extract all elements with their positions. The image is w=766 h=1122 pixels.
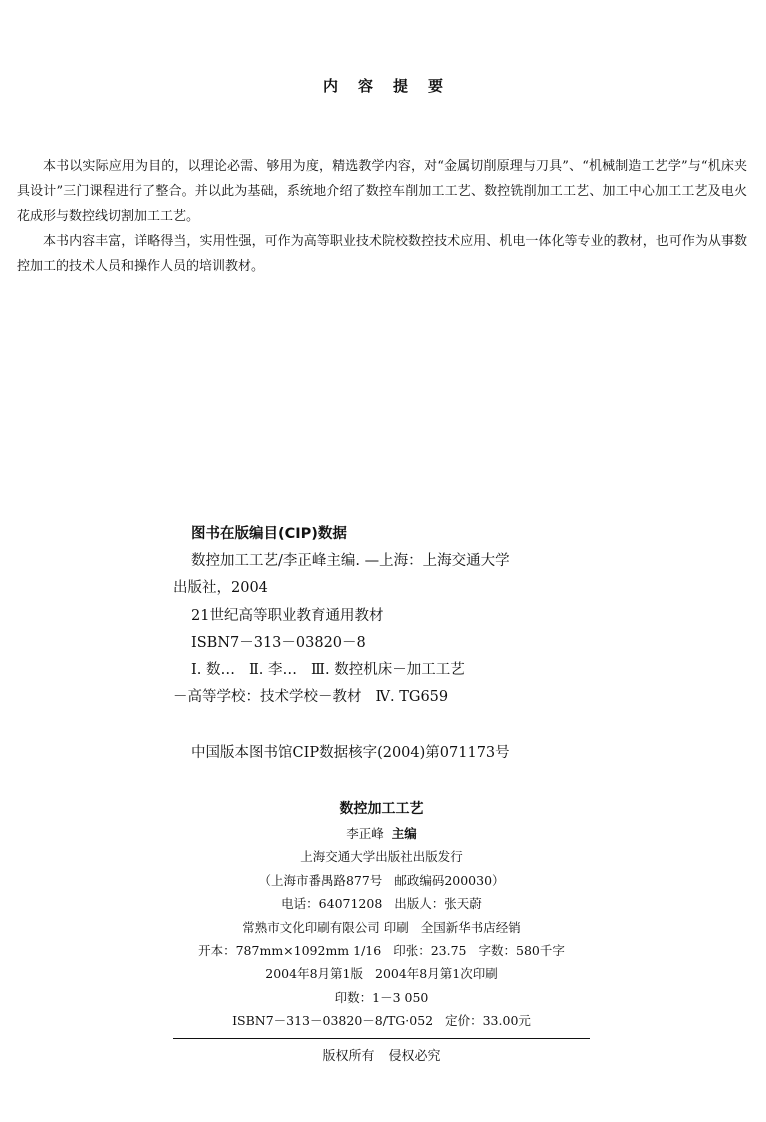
divider-rule <box>173 1038 590 1039</box>
phone: 电话：64071208 <box>281 896 383 912</box>
summary-paragraph: 本书内容丰富，详略得当，实用性强，可作为高等职业技术院校数控技术应用、机电一体化等专业的教材，也可作为从事数控加工的技术人员和操作人员的培训教材。 <box>17 234 747 274</box>
format: 开本：787mm×1092mm 1/16 <box>198 943 382 959</box>
colophon-edition <box>173 962 590 985</box>
editor-role: 主编 <box>391 826 417 841</box>
distributor: 全国新华书店经销 <box>420 919 521 935</box>
copyright-line <box>173 1045 590 1064</box>
words: 字数：580千字 <box>478 943 565 959</box>
cip-classification-cont <box>173 684 593 711</box>
cip-class-2: Ⅱ. 李… <box>248 662 298 679</box>
colophon <box>173 796 590 1033</box>
summary-title: 内容提要 <box>322 77 463 95</box>
colophon-editor <box>173 822 590 845</box>
printing: 2004年8月第1次印刷 <box>375 966 498 982</box>
cip-title-line: 数控加工工艺/李正峰主编. —上海：上海交通大学 <box>191 553 510 570</box>
cip-heading: 图书在版编目(CIP)数据 <box>191 526 347 542</box>
cip-class-3: Ⅲ. 数控机床－加工工艺 <box>311 662 465 679</box>
isbn-full: ISBN7－313－03820－8/TG·052 <box>232 1013 434 1029</box>
cip-isbn: ISBN7－313－03820－8 <box>191 634 366 651</box>
edition: 2004年8月第1版 <box>265 966 363 982</box>
cip-publisher-line: 出版社，2004 <box>173 580 268 597</box>
summary-paragraph: 本书以实际应用为目的，以理论必需、够用为度，精选教学内容，对“金属切削原理与刀具”、“机械制造工艺学”与“机床夹具设计”三门课程进行了整合。并以此为基础，系统地介绍了数控车削加工工艺、数控铣削加工工艺、加工中心加工工艺及电火花成形与数控线切割加工工艺。 <box>17 159 747 224</box>
colophon-publisher: 上海交通大学出版社出版发行 <box>300 849 463 865</box>
colophon-contact <box>173 892 590 915</box>
sheets: 印张：23.75 <box>393 943 467 959</box>
printer: 常熟市文化印刷有限公司 印刷 <box>242 919 409 935</box>
summary-section <box>17 154 747 279</box>
copyright-right: 侵权必究 <box>388 1049 441 1064</box>
cip-class-3b: －高等学校：技术学校－教材 <box>173 689 362 706</box>
colophon-printer <box>173 916 590 939</box>
editor-name: 李正峰 <box>346 826 384 841</box>
cip-record-number: 中国版本图书馆CIP数据核字(2004)第071173号 <box>191 745 510 761</box>
address: （上海市番禺路877号 <box>258 872 383 888</box>
colophon-address <box>173 869 590 892</box>
cip-classification <box>173 657 593 684</box>
postcode: 邮政编码200030） <box>394 872 505 888</box>
publisher-person: 出版人：张天蔚 <box>394 896 482 912</box>
cip-block <box>173 521 593 711</box>
colophon-format <box>173 939 590 962</box>
cip-class-1: Ⅰ. 数… <box>191 662 235 679</box>
colophon-print-count: 印数：1－3 050 <box>334 989 429 1005</box>
colophon-isbn-price <box>173 1009 590 1032</box>
copyright-left: 版权所有 <box>322 1049 375 1064</box>
colophon-title: 数控加工工艺 <box>339 801 424 817</box>
cip-class-4: Ⅳ. TG659 <box>375 689 449 706</box>
price: 定价：33.00元 <box>445 1013 531 1029</box>
cip-series: 21世纪高等职业教育通用教材 <box>191 607 384 624</box>
